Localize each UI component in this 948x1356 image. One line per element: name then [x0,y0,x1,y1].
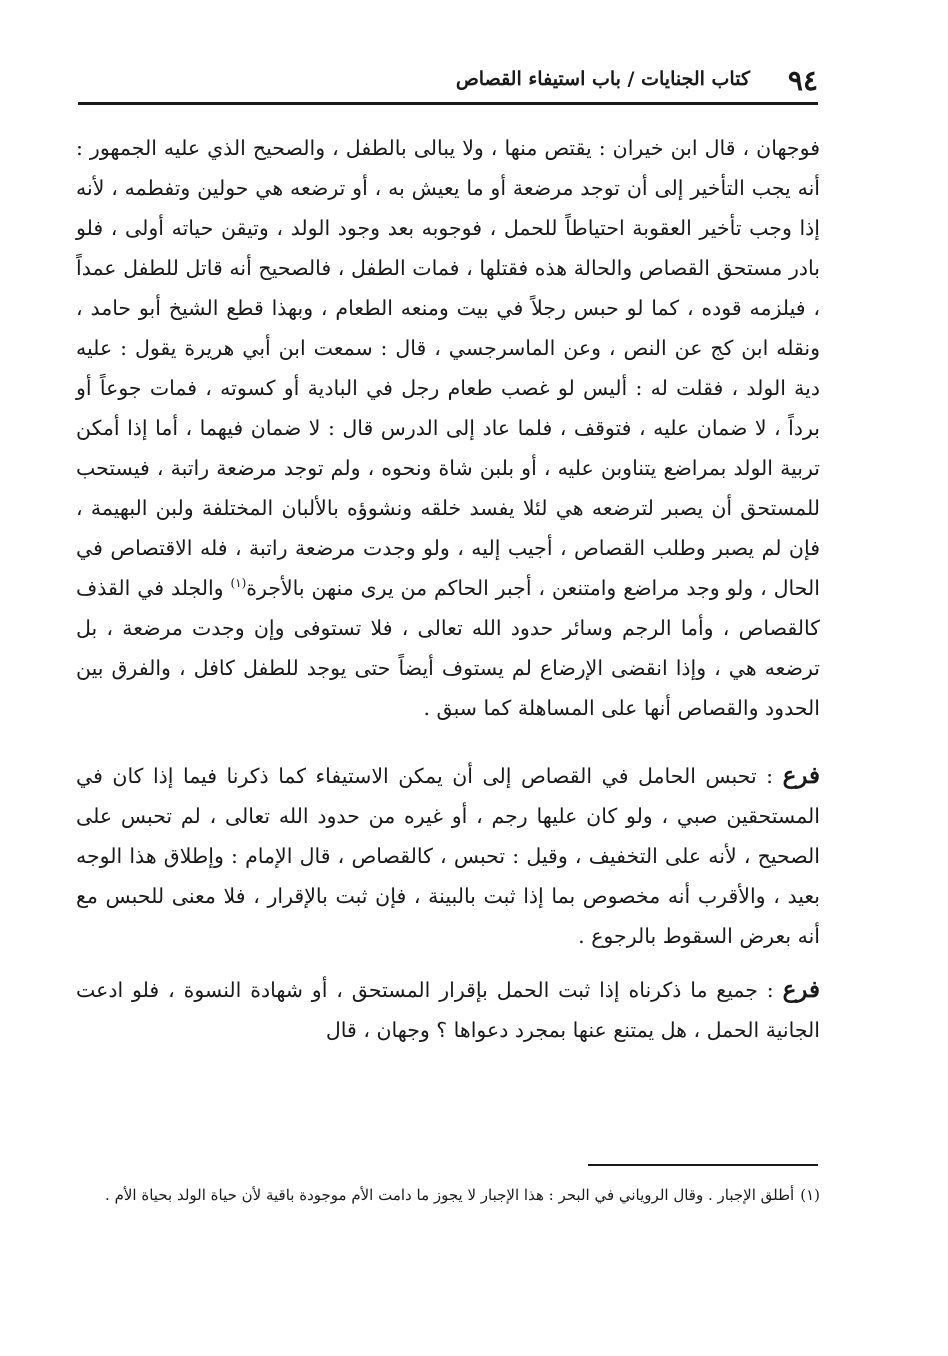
paragraph-2 [76,756,820,956]
paragraph-1 [76,128,820,728]
footnote-text: أطلق الإجبار . وقال الروياني في البحر : هذا الإجبار لا يجوز ما دامت الأم موجودة باقية لأن حياة الولد بحياة الأم . [105,1186,795,1204]
paragraph-3-text: : جميع ما ذكرناه إذا ثبت الحمل بإقرار المستحق ، أو شهادة النسوة ، فلو ادعت الجانية الحمل ، هل يمتنع عنها بمجرد دعواها ؟ وجهان ، قال [76,978,820,1042]
page-header [78,56,818,100]
paragraph-3 [76,970,820,1050]
running-title: كتاب الجنايات / باب استيفاء القصاص [455,68,750,90]
page-number: ٩٤ [787,64,818,97]
paragraph-1-text-a: فوجهان ، قال ابن خيران : يقتص منها ، ولا يبالى بالطفل ، والصحيح الذي عليه الجمهور : أنه يجب التأخير إلى أن توجد مرضعة أو ما يعيش به ، أو ترضعه هي حولين وتفطمه ، لأنه إذا وجب تأخير العقوبة احتياطاً للحمل ، فوجوبه بعد وجود الولد ، وتيقن حياته أولى ، فلو بادر مستحق القصاص والحالة هذه فقتلها ، فمات الطفل ، فالصحيح أنه قاتل للطفل عمداً ، فيلزمه قوده ، كما لو حبس رجلاً في بيت ومنعه الطعام ، وبهذا قطع الشيخ أبو حامد ، ونقله ابن كج عن النص ، وعن الماسرجسي ، قال : سمعت ابن أبي هريرة يقول : عليه دية الولد ، فقلت له : أليس لو غصب طعام رجل في البادية أو كسوته ، فمات جوعاً أو برداً ، لا ضمان عليه ، فتوقف ، فلما عاد إلى الدرس قال : لا ضمان فيهما ، أما إذا أمكن تربية الولد بمراضع يتناوبن عليه ، أو بلبن شاة ونحوه ، ولم توجد مرضعة راتبة ، فيستحب للمستحق أن يصبر لترضعه هي لئلا يفسد خلقه ونشوؤه بالألبان المختلفة ولبن البهيمة ، فإن لم يصبر وطلب القصاص ، أجيب إليه ، ولو وجدت مرضعة راتبة ، فله الاقتصاص في الحال ، ولو وجد مراضع وامتنعن ، أجبر الحاكم من يرى منهن بالأجرة [76,136,820,600]
footnote-rule [588,1164,818,1166]
footnote-reference: (١) [230,576,247,591]
paragraph-2-text: : تحبس الحامل في القصاص إلى أن يمكن الاستيفاء كما ذكرنا فيما إذا كان في المستحقين صبي ، ولو كان عليها رجم ، أو غيره من حدود الله تعالى ، لم تحبس على الصحيح ، لأنه على التخفيف ، وقيل : تحبس ، كالقصاص ، قال الإمام : وإطلاق هذا الوجه بعيد ، والأقرب أنه مخصوص بما إذا ثبت بالبينة ، فإن ثبت بالإقرار ، فلا معنى للحبس مع أنه بعرض السقوط بالرجوع . [76,764,820,948]
footnote-marker: (١) [800,1186,820,1204]
main-text [76,128,820,1050]
paragraph-3-lead: فرع [782,976,820,1003]
footnote [76,1180,820,1210]
paragraph-2-lead: فرع [782,762,820,789]
paragraph-1-text-b: والجلد في القذف كالقصاص ، وأما الرجم وسائر حدود الله تعالى ، فلا تستوفى وإن وجدت مرضعة ، بل ترضعه هي ، وإذا انقضى الإرضاع لم يستوف أيضاً حتى يوجد للطفل كافل ، والفرق بين الحدود والقصاص أنها على المساهلة كما سبق . [76,576,820,720]
header-rule [78,102,818,105]
